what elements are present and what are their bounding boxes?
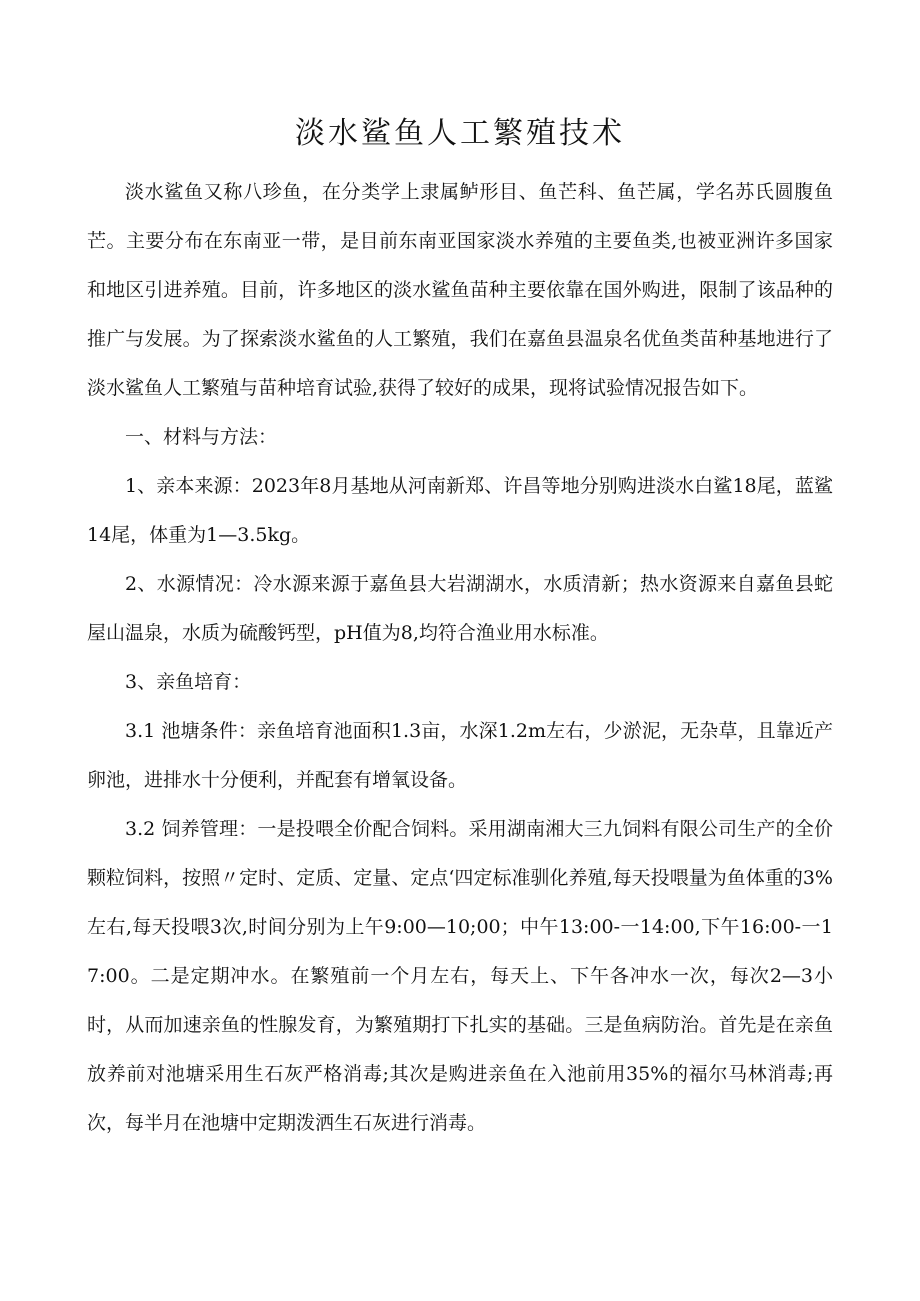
section-heading-materials-methods: 一、材料与方法： xyxy=(125,426,278,448)
subheading-broodstock-cultivation: 3、亲鱼培育： xyxy=(125,671,252,693)
document-body xyxy=(87,168,833,1148)
paragraph-feeding-management: 3.2 饲养管理：一是投喂全价配合饲料。采用湖南湘大三九饲料有限公司生产的全价颗粒饲料，按照〃定时、定质、定量、定点‘四定标准驯化养殖,每天投喂量为鱼体重的3%左右,每天投喂3次,时间分别为上午9:00—10;00；中午13:00-一14:00,下午16:00-一17:00。二是定期冲水。在繁殖前一个月左右，每天上、下午各冲水一次，每次2—3小时，从而加速亲鱼的性腺发育，为繁殖期打下扎实的基础。三是鱼病防治。首先是在亲鱼放养前对池塘采用生石灰严格消毒;其次是购进亲鱼在入池前用35%的福尔马林消毒;再次，每半月在池塘中定期泼洒生石灰进行消毒。 xyxy=(87,818,833,1134)
paragraph-pond-conditions: 3.1 池塘条件：亲鱼培育池面积1.3亩，水深1.2m左右，少淤泥，无杂草，且靠近产卵池，进排水十分便利，并配套有增氧设备。 xyxy=(87,720,833,791)
paragraph-water-source: 2、水源情况：冷水源来源于嘉鱼县大岩湖湖水，水质清新；热水资源来自嘉鱼县蛇屋山温泉，水质为硫酸钙型，pH值为8,均符合渔业用水标准。 xyxy=(87,573,833,644)
paragraph-parent-source: 1、亲本来源：2023年8月基地从河南新郑、许昌等地分别购进淡水白鲨18尾，蓝鲨14尾，体重为1—3.5kg。 xyxy=(87,475,833,546)
document-title: 淡水鲨鱼人工繁殖技术 xyxy=(295,116,625,151)
paragraph-intro: 淡水鲨鱼又称八珍鱼，在分类学上隶属鲈形目、鱼芒科、鱼芒属，学名苏氏圆腹鱼芒。主要分布在东南亚一带，是目前东南亚国家淡水养殖的主要鱼类,也被亚洲许多国家和地区引进养殖。目前，许多地区的淡水鲨鱼苗种主要依靠在国外购进，限制了该品种的推广与发展。为了探索淡水鲨鱼的人工繁殖，我们在嘉鱼县温泉名优鱼类苗种基地进行了淡水鲨鱼人工繁殖与苗种培育试验,获得了较好的成果，现将试验情况报告如下。 xyxy=(87,181,833,399)
